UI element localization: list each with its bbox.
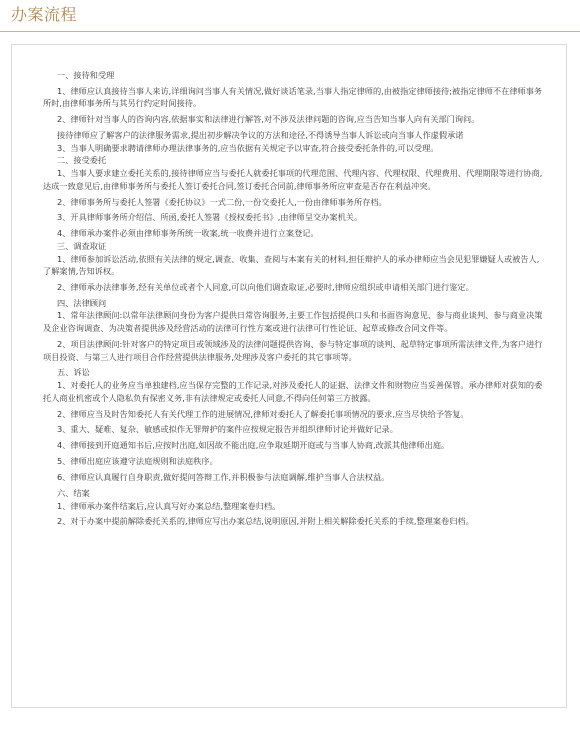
section-heading: 六、结案 <box>57 487 90 498</box>
process-content <box>11 44 567 708</box>
header-divider <box>0 31 580 32</box>
paragraph: 4、律师接到开庭通知书后,应按时出庭,如因故不能出庭,应争取延期开庭或与当事人协商,改派其他律师出庭。 <box>57 440 450 451</box>
paragraph: 1、对委托人的业务应当单独建档,应当保存完整的工作记录,对涉及委托人的证据、法律文件和财物应当妥善保管。承办律师对获知的委托人商业机密或个人隐私负有保密义务,非有法律规定或委托人同意,不得向任何第三方披露。 <box>43 380 543 403</box>
paragraph: 1、当事人要求建立委托关系的,接待律师应当与委托人就委托事项的代理范围、代理内容、代理权限、代理费用、代理期限等进行协商,达成一致意见后,由律师事务所与委托人签订委托合同,签订委托合同前,律师事务所应审查是否存在利益冲突。 <box>43 168 543 191</box>
paragraph: 5、律师出庭应该遵守法庭规则和法庭秩序。 <box>57 456 218 467</box>
paragraph: 接待律师应了解客户的法律服务需求,提出初步解决争议的方法和途径,不得诱导当事人诉讼或向当事人作虚假承诺 <box>57 130 464 141</box>
paragraph: 2、律师应当及时告知委托人有关代理工作的进展情况,律师对委托人了解委托事项情况的要求,应当尽快给予答复。 <box>57 408 469 419</box>
page-header <box>0 0 580 30</box>
page-title: 办案流程 <box>11 5 78 24</box>
paragraph: 1、常年法律顾问:以常年法律顾问身份为客户提供日常咨询服务,主要工作包括提供口头和书面咨询意见、参与商业谈判、参与商业决策及企业咨询调查、为决策者提供涉及经营活动的法律可行性方案或进行法律可行性论证、起草或修改合同文件等。 <box>43 310 543 334</box>
paragraph: 1、律师参加诉讼活动,依照有关法律的规定,调查、收集、查阅与本案有关的材料,担任辩护人的承办律师应当会见犯罪嫌疑人或被告人,了解案情,告知诉权。 <box>43 253 540 277</box>
paragraph: 3、开具律师事务所介绍信、所函,委托人签署《授权委托书》,由律师呈交办案机关。 <box>57 212 363 223</box>
section-heading: 四、法律顾问 <box>57 297 107 308</box>
paragraph: 2、律师承办法律事务,经有关单位或者个人同意,可以向他们调查取证,必要时,律师应组织或申请相关部门进行鉴定。 <box>57 281 474 292</box>
paragraph: 2、律师针对当事人的咨询内容,依据事实和法律进行解答,对不涉及法律问题的咨询,应当告知当事人向有关部门询问。 <box>57 114 480 125</box>
paragraph: 1、律师承办案件结案后,应认真写好办案总结,整理案卷归档。 <box>57 500 281 511</box>
paragraph: 2、对于办案中提前解除委托关系的,律师应写出办案总结,说明原因,并附上相关解除委托关系的手续,整理案卷归档。 <box>57 516 474 527</box>
section-heading: 二、接受委托 <box>57 155 107 166</box>
paragraph: 2、项目法律顾问:针对客户的特定项目或领域涉及的法律问题提供咨询、参与特定事项的谈判、起草特定事项所需法律文件,为客户进行项目投资、与第三人进行项目合作经营提供法律服务,处理涉及客户委托的其它事项等。 <box>43 338 543 362</box>
section-heading: 一、接待和受理 <box>57 70 115 80</box>
paragraph: 3、重大、疑难、复杂、敏感或拟作无罪辩护的案件应按规定报告并组织律师讨论并做好记录。 <box>57 424 398 435</box>
paragraph: 3、当事人明确要求聘请律师办理法律事务的,应当依据有关规定予以审查,符合接受委托条件的,可以受理。 <box>57 142 439 153</box>
section-heading: 三、调查取证 <box>57 240 107 251</box>
paragraph: 1、律师应认真接待当事人来访,详细询问当事人有关情况,做好谈话笔录,当事人指定律师的,由被指定律师接待;被指定律师不在律师事务所时,由律师事务所与其另行约定时间接待。 <box>43 85 543 109</box>
paragraph: 2、律师事务所与委托人签署《委托协议》一式二份,一份交委托人,一份由律师事务所存档。 <box>57 196 387 207</box>
section-heading: 五、诉讼 <box>57 367 90 378</box>
paragraph: 6、律师应认真履行自身职责,做好提问答辩工作,并积极参与法庭调解,维护当事人合法权益。 <box>57 472 390 483</box>
paragraph: 4、律师承办案件必须由律师事务所统一收案,统一收费并进行立案登记。 <box>57 228 319 239</box>
